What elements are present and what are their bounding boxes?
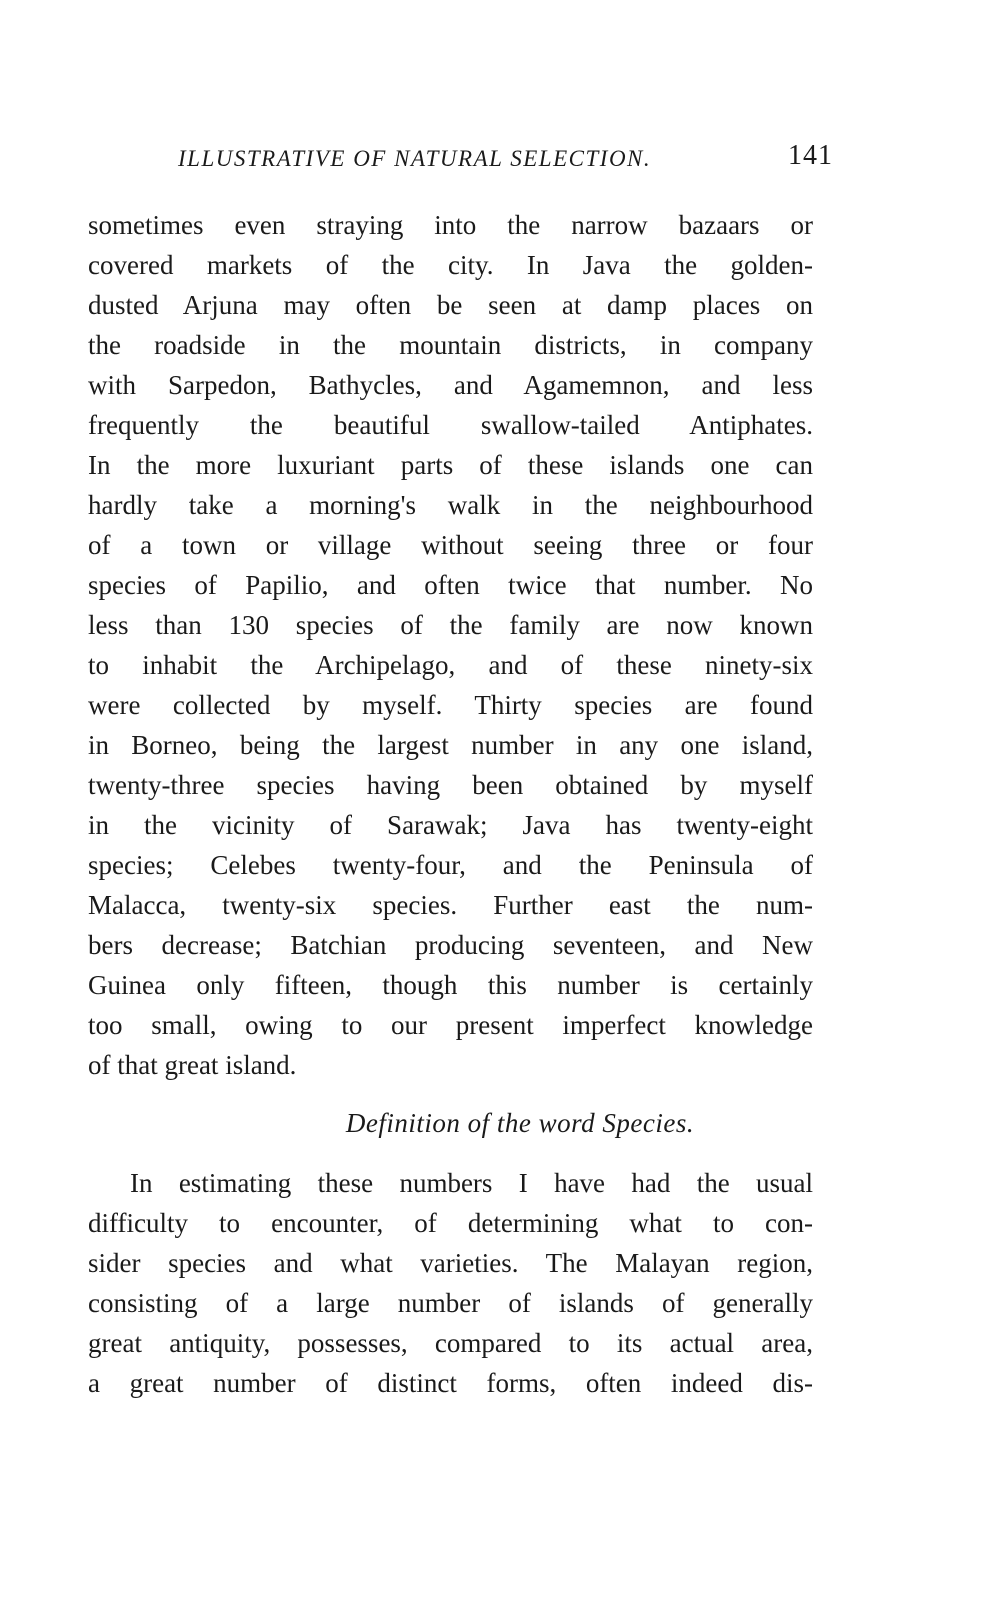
- text-line: sider species and what varieties. The Malayan region,: [88, 1248, 813, 1278]
- text-line: species; Celebes twenty-four, and the Peninsula of: [88, 850, 813, 880]
- text-line: great antiquity, possesses, compared to its actual area,: [88, 1328, 813, 1358]
- text-line: covered markets of the city. In Java the golden-: [88, 250, 813, 280]
- text-line: of that great island.: [88, 1050, 297, 1080]
- section-heading: Definition of the word Species.: [345, 1108, 695, 1138]
- text-line: difficulty to encounter, of determining what to con-: [88, 1208, 813, 1238]
- running-title: ILLUSTRATIVE OF NATURAL SELECTION.: [178, 146, 652, 171]
- text-line: of a town or village without seeing three or four: [88, 530, 813, 560]
- text-line: Guinea only fifteen, though this number is certainly: [88, 970, 813, 1000]
- text-line: in Borneo, being the largest number in any one island,: [88, 730, 813, 760]
- text-line: in the vicinity of Sarawak; Java has twenty-eight: [88, 810, 813, 840]
- text-line: too small, owing to our present imperfect knowledge: [88, 1010, 813, 1040]
- paragraph-1: [88, 205, 813, 1085]
- text-line: to inhabit the Archipelago, and of these ninety-six: [88, 650, 813, 680]
- text-line: with Sarpedon, Bathycles, and Agamemnon, and less: [88, 370, 813, 400]
- running-head: [178, 140, 833, 180]
- text-line: In estimating these numbers I have had the usual: [130, 1168, 813, 1198]
- text-line: twenty-three species having been obtained by myself: [88, 770, 813, 800]
- text-line: hardly take a morning's walk in the neighbourhood: [88, 490, 813, 520]
- paragraph-2: [88, 1163, 813, 1403]
- text-line: bers decrease; Batchian producing seventeen, and New: [88, 930, 813, 960]
- text-line: Malacca, twenty-six species. Further east the num-: [88, 890, 813, 920]
- text-line: sometimes even straying into the narrow bazaars or: [88, 210, 813, 240]
- text-line: the roadside in the mountain districts, in company: [88, 330, 813, 360]
- text-line: less than 130 species of the family are now known: [88, 610, 813, 640]
- text-line: In the more luxuriant parts of these islands one can: [88, 450, 813, 480]
- text-line: frequently the beautiful swallow-tailed Antiphates.: [88, 410, 813, 440]
- text-line: dusted Arjuna may often be seen at damp places on: [88, 290, 813, 320]
- text-line: were collected by myself. Thirty species are found: [88, 690, 813, 720]
- text-line: a great number of distinct forms, often indeed dis-: [88, 1368, 813, 1398]
- text-line: species of Papilio, and often twice that number. No: [88, 570, 813, 600]
- text-line: consisting of a large number of islands of generally: [88, 1288, 813, 1318]
- page-number: 141: [788, 140, 833, 171]
